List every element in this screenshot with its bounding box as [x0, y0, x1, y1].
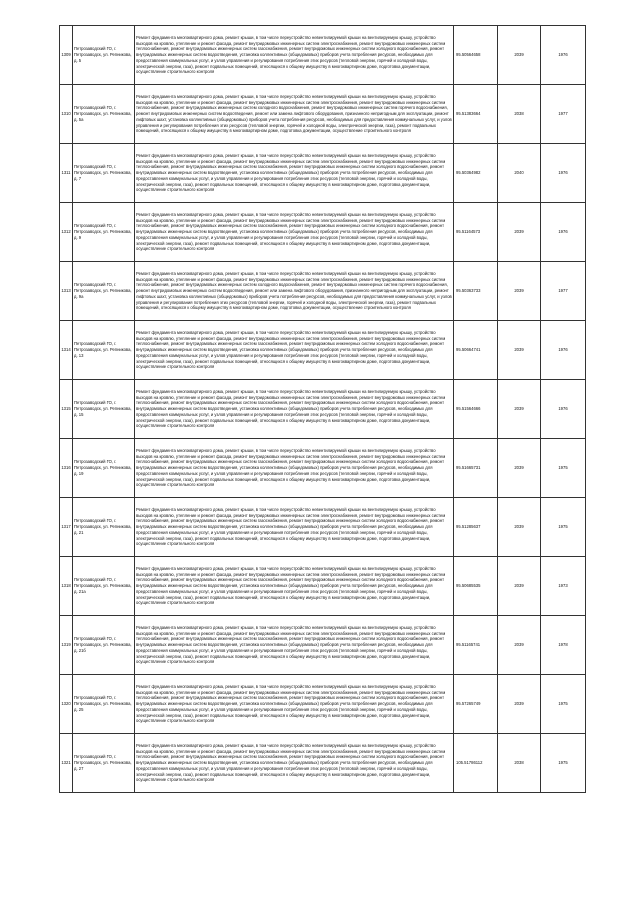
address-cell: Петрозаводский ГО, г. Петрозаводск, ул. Репникова, д. 21 [73, 498, 135, 557]
plan-year-cell: 2039 [498, 439, 541, 498]
works-cell: Ремонт фундамента многоквартирного дома, ремонт крыши, в том числе переустройство невентилируемой крыши на вентилируемую крышу, устройство выходов на кровлю, утепление и ремонт фасада, ремонт внутридомовых инженерных систем электроснабжения, ремонт внутридомовых инженерных систем теплоснабжения, ремонт внутридомовых инженерных систем газоснабжения, ремонт внутридомовых инженерных систем холодного водоснабжения, ремонт внутридомовых инженерных систем водоотведения, установка коллективных (общедомовых) приборов учета потребления ресурсов, необходимых для предоставления коммунальных услуг, и узлов управления и регулирования потребления этих ресурсов (тепловой энергии, горячей и холодной воды, электрической энергии, газа), ремонт подвальных помещений, относящихся к общему имуществу в многоквартирном доме, подготовка документации, осуществление строительного контроля [135, 498, 454, 557]
works-cell: Ремонт фундамента многоквартирного дома, ремонт крыши, в том числе переустройство невентилируемой крыши на вентилируемую крышу, устройство выходов на кровлю, утепление и ремонт фасада, ремонт внутридомовых инженерных систем электроснабжения, ремонт внутридомовых инженерных систем теплоснабжения, ремонт внутридомовых инженерных систем холодного водоснабжения, ремонт внутридомовых инженерных систем горячего водоснабжения, ремонт внутридомовых инженерных систем водоотведения, ремонт или замена лифтового оборудования, признанного непригодным для эксплуатации, ремонт лифтовых шахт, установка коллективных (общедомовых) приборов учета потребления ресурсов, необходимых для предоставления коммунальных услуг, и узлов управления и регулирования потребления этих ресурсов (тепловой энергии, горячей и холодной воды, электрической энергии, газа), ремонт подвальных помещений, относящихся к общему имуществу в многоквартирном доме, подготовка документации, осуществление строительного контроля [135, 262, 454, 321]
works-table-body [60, 26, 586, 793]
address-cell: Петрозаводский ГО, г. Петрозаводск, ул. Репникова, д. 19 [73, 439, 135, 498]
table-row [60, 439, 586, 498]
address-cell: Петрозаводский ГО, г. Петрозаводск, ул. Репникова, д. 5а [73, 85, 135, 144]
cost-cell: 95.50664741 [454, 321, 498, 380]
row-number: 1318 [60, 557, 73, 616]
plan-year-cell: 2039 [498, 203, 541, 262]
address-cell: Петрозаводский ГО, г. Петрозаводск, ул. Репникова, д. 27 [73, 734, 135, 793]
works-cell: Ремонт фундамента многоквартирного дома, ремонт крыши, в том числе переустройство невентилируемой крыши на вентилируемую крышу, устройство выходов на кровлю, утепление и ремонт фасада, ремонт внутридомовых инженерных систем электроснабжения, ремонт внутридомовых инженерных систем теплоснабжения, ремонт внутридомовых инженерных систем газоснабжения, ремонт внутридомовых инженерных систем холодного водоснабжения, ремонт внутридомовых инженерных систем водоотведения, установка коллективных (общедомовых) приборов учета потребления ресурсов, необходимых для предоставления коммунальных услуг, и узлов управления и регулирования потребления этих ресурсов (тепловой энергии, горячей и холодной воды, электрической энергии, газа), ремонт подвальных помещений, относящихся к общему имуществу в многоквартирном доме, подготовка документации, осуществление строительного контроля [135, 616, 454, 675]
cost-cell: 95.50685535 [454, 557, 498, 616]
table-row [60, 203, 586, 262]
works-cell: Ремонт фундамента многоквартирного дома, ремонт крыши, в том числе переустройство невентилируемой крыши на вентилируемую крышу, устройство выходов на кровлю, утепление и ремонт фасада, ремонт внутридомовых инженерных систем электроснабжения, ремонт внутридомовых инженерных систем теплоснабжения, ремонт внутридомовых инженерных систем холодного водоснабжения, ремонт внутридомовых инженерных систем горячего водоснабжения, ремонт внутридомовых инженерных систем водоотведения, ремонт или замена лифтового оборудования, признанного непригодным для эксплуатации, ремонт лифтовых шахт, установка коллективных (общедомовых) приборов учета потребления ресурсов, необходимых для предоставления коммунальных услуг, и узлов управления и регулирования потребления этих ресурсов (тепловой энергии, горячей и холодной воды, электрической энергии, газа), ремонт подвальных помещений, относящихся к общему имуществу в многоквартирном доме, подготовка документации, осуществление строительного контроля [135, 85, 454, 144]
row-number: 1310 [60, 85, 73, 144]
plan-year-cell: 2040 [498, 144, 541, 203]
table-row [60, 85, 586, 144]
plan-year-cell: 2039 [498, 26, 541, 85]
plan-year-cell: 2039 [498, 498, 541, 557]
row-number: 1309 [60, 26, 73, 85]
build-year-cell: 1977 [541, 262, 586, 321]
plan-year-cell: 2039 [498, 262, 541, 321]
address-cell: Петрозаводский ГО, г. Петрозаводск, ул. Репникова, д. 25 [73, 675, 135, 734]
plan-year-cell: 2039 [498, 675, 541, 734]
works-cell: Ремонт фундамента многоквартирного дома, ремонт крыши, в том числе переустройство невентилируемой крыши на вентилируемую крышу, устройство выходов на кровлю, утепление и ремонт фасада, ремонт внутридомовых инженерных систем электроснабжения, ремонт внутридомовых инженерных систем теплоснабжения, ремонт внутридомовых инженерных систем газоснабжения, ремонт внутридомовых инженерных систем холодного водоснабжения, ремонт внутридомовых инженерных систем водоотведения, установка коллективных (общедомовых) приборов учета потребления ресурсов, необходимых для предоставления коммунальных услуг, и узлов управления и регулирования потребления этих ресурсов (тепловой энергии, горячей и холодной воды, электрической энергии, газа), ремонт подвальных помещений, относящихся к общему имуществу в многоквартирном доме, подготовка документации, осуществление строительного контроля [135, 321, 454, 380]
build-year-cell: 1975 [541, 675, 586, 734]
cost-cell: 95.51285637 [454, 498, 498, 557]
address-cell: Петрозаводский ГО, г. Петрозаводск, ул. Репникова, д. 15 [73, 380, 135, 439]
table-row [60, 321, 586, 380]
cost-cell: 95.51383664 [454, 85, 498, 144]
table-row [60, 498, 586, 557]
works-cell: Ремонт фундамента многоквартирного дома, ремонт крыши, в том числе переустройство невентилируемой крыши на вентилируемую крышу, устройство выходов на кровлю, утепление и ремонт фасада, ремонт внутридомовых инженерных систем электроснабжения, ремонт внутридомовых инженерных систем теплоснабжения, ремонт внутридомовых инженерных систем газоснабжения, ремонт внутридомовых инженерных систем холодного водоснабжения, ремонт внутридомовых инженерных систем водоотведения, установка коллективных (общедомовых) приборов учета потребления ресурсов, необходимых для предоставления коммунальных услуг, и узлов управления и регулирования потребления этих ресурсов (тепловой энергии, горячей и холодной воды, электрической энергии, газа), ремонт подвальных помещений, относящихся к общему имуществу в многоквартирном доме, подготовка документации, осуществление строительного контроля [135, 203, 454, 262]
works-cell: Ремонт фундамента многоквартирного дома, ремонт крыши, в том числе переустройство невентилируемой крыши на вентилируемую крышу, устройство выходов на кровлю, утепление и ремонт фасада, ремонт внутридомовых инженерных систем электроснабжения, ремонт внутридомовых инженерных систем теплоснабжения, ремонт внутридомовых инженерных систем газоснабжения, ремонт внутридомовых инженерных систем холодного водоснабжения, ремонт внутридомовых инженерных систем водоотведения, установка коллективных (общедомовых) приборов учета потребления ресурсов, необходимых для предоставления коммунальных услуг, и узлов управления и регулирования потребления этих ресурсов (тепловой энергии, горячей и холодной воды, электрической энергии, газа), ремонт подвальных помещений, относящихся к общему имуществу в многоквартирном доме, подготовка документации, осуществление строительного контроля [135, 734, 454, 793]
works-cell: Ремонт фундамента многоквартирного дома, ремонт крыши, в том числе переустройство невентилируемой крыши на вентилируемую крышу, устройство выходов на кровлю, утепление и ремонт фасада, ремонт внутридомовых инженерных систем электроснабжения, ремонт внутридомовых инженерных систем теплоснабжения, ремонт внутридомовых инженерных систем газоснабжения, ремонт внутридомовых инженерных систем холодного водоснабжения, ремонт внутридомовых инженерных систем водоотведения, установка коллективных (общедомовых) приборов учета потребления ресурсов, необходимых для предоставления коммунальных услуг, и узлов управления и регулирования потребления этих ресурсов (тепловой энергии, горячей и холодной воды, электрической энергии, газа), ремонт подвальных помещений, относящихся к общему имуществу в многоквартирном доме, подготовка документации, осуществление строительного контроля [135, 675, 454, 734]
row-number: 1319 [60, 616, 73, 675]
works-cell: Ремонт фундамента многоквартирного дома, ремонт крыши, в том числе переустройство невентилируемой крыши на вентилируемую крышу, устройство выходов на кровлю, утепление и ремонт фасада, ремонт внутридомовых инженерных систем электроснабжения, ремонт внутридомовых инженерных систем теплоснабжения, ремонт внутридомовых инженерных систем газоснабжения, ремонт внутридомовых инженерных систем холодного водоснабжения, ремонт внутридомовых инженерных систем водоотведения, установка коллективных (общедомовых) приборов учета потребления ресурсов, необходимых для предоставления коммунальных услуг, и узлов управления и регулирования потребления этих ресурсов (тепловой энергии, горячей и холодной воды, электрической энергии, газа), ремонт подвальных помещений, относящихся к общему имуществу в многоквартирном доме, подготовка документации, осуществление строительного контроля [135, 144, 454, 203]
plan-year-cell: 2039 [498, 616, 541, 675]
build-year-cell: 1976 [541, 380, 586, 439]
cost-cell: 95.50363733 [454, 262, 498, 321]
cost-cell: 95.51165741 [454, 616, 498, 675]
table-row [60, 734, 586, 793]
row-number: 1314 [60, 321, 73, 380]
build-year-cell: 1977 [541, 85, 586, 144]
build-year-cell: 1976 [541, 321, 586, 380]
address-cell: Петрозаводский ГО, г. Петрозаводск, ул. Репникова, д. 9 [73, 203, 135, 262]
works-cell: Ремонт фундамента многоквартирного дома, ремонт крыши, в том числе переустройство невентилируемой крыши на вентилируемую крышу, устройство выходов на кровлю, утепление и ремонт фасада, ремонт внутридомовых инженерных систем электроснабжения, ремонт внутридомовых инженерных систем теплоснабжения, ремонт внутридомовых инженерных систем газоснабжения, ремонт внутридомовых инженерных систем холодного водоснабжения, ремонт внутридомовых инженерных систем водоотведения, установка коллективных (общедомовых) приборов учета потребления ресурсов, необходимых для предоставления коммунальных услуг, и узлов управления и регулирования потребления этих ресурсов (тепловой энергии, горячей и холодной воды, электрической энергии, газа), ремонт подвальных помещений, относящихся к общему имуществу в многоквартирном доме, подготовка документации, осуществление строительного контроля [135, 439, 454, 498]
cost-cell: 95.57265749 [454, 675, 498, 734]
build-year-cell: 1975 [541, 439, 586, 498]
cost-cell: 95.51665731 [454, 439, 498, 498]
plan-year-cell: 2038 [498, 734, 541, 793]
row-number: 1315 [60, 380, 73, 439]
address-cell: Петрозаводский ГО, г. Петрозаводск, ул. Репникова, д. 7 [73, 144, 135, 203]
table-row [60, 144, 586, 203]
row-number: 1313 [60, 262, 73, 321]
build-year-cell: 1978 [541, 616, 586, 675]
build-year-cell: 1975 [541, 498, 586, 557]
table-row [60, 675, 586, 734]
table-row [60, 26, 586, 85]
row-number: 1320 [60, 675, 73, 734]
address-cell: Петрозаводский ГО, г. Петрозаводск, ул. Репникова, д. 5 [73, 26, 135, 85]
row-number: 1312 [60, 203, 73, 262]
cost-cell: 95.51564666 [454, 380, 498, 439]
table-row [60, 262, 586, 321]
table-row [60, 557, 586, 616]
build-year-cell: 1976 [541, 203, 586, 262]
cost-cell: 95.50564658 [454, 26, 498, 85]
build-year-cell: 1976 [541, 144, 586, 203]
plan-year-cell: 2039 [498, 557, 541, 616]
address-cell: Петрозаводский ГО, г. Петрозаводск, ул. Репникова, д. 21б [73, 616, 135, 675]
build-year-cell: 1976 [541, 26, 586, 85]
works-cell: Ремонт фундамента многоквартирного дома, ремонт крыши, в том числе переустройство невентилируемой крыши на вентилируемую крышу, устройство выходов на кровлю, утепление и ремонт фасада, ремонт внутридомовых инженерных систем электроснабжения, ремонт внутридомовых инженерных систем теплоснабжения, ремонт внутридомовых инженерных систем газоснабжения, ремонт внутридомовых инженерных систем холодного водоснабжения, ремонт внутридомовых инженерных систем водоотведения, установка коллективных (общедомовых) приборов учета потребления ресурсов, необходимых для предоставления коммунальных услуг, и узлов управления и регулирования потребления этих ресурсов (тепловой энергии, горячей и холодной воды, электрической энергии, газа), ремонт подвальных помещений, относящихся к общему имуществу в многоквартирном доме, подготовка документации, осуществление строительного контроля [135, 557, 454, 616]
plan-year-cell: 2038 [498, 85, 541, 144]
works-cell: Ремонт фундамента многоквартирного дома, ремонт крыши, в том числе переустройство невентилируемой крыши на вентилируемую крышу, устройство выходов на кровлю, утепление и ремонт фасада, ремонт внутридомовых инженерных систем электроснабжения, ремонт внутридомовых инженерных систем теплоснабжения, ремонт внутридомовых инженерных систем газоснабжения, ремонт внутридомовых инженерных систем холодного водоснабжения, ремонт внутридомовых инженерных систем водоотведения, установка коллективных (общедомовых) приборов учета потребления ресурсов, необходимых для предоставления коммунальных услуг, и узлов управления и регулирования потребления этих ресурсов (тепловой энергии, горячей и холодной воды, электрической энергии, газа), ремонт подвальных помещений, относящихся к общему имуществу в многоквартирном доме, подготовка документации, осуществление строительного контроля [135, 26, 454, 85]
address-cell: Петрозаводский ГО, г. Петрозаводск, ул. Репникова, д. 9а [73, 262, 135, 321]
row-number: 1321 [60, 734, 73, 793]
plan-year-cell: 2039 [498, 380, 541, 439]
cost-cell: 105.51786112 [454, 734, 498, 793]
table-row [60, 616, 586, 675]
build-year-cell: 1973 [541, 557, 586, 616]
address-cell: Петрозаводский ГО, г. Петрозаводск, ул. Репникова, д. 13 [73, 321, 135, 380]
cost-cell: 95.51164573 [454, 203, 498, 262]
row-number: 1317 [60, 498, 73, 557]
works-table [59, 25, 586, 793]
works-cell: Ремонт фундамента многоквартирного дома, ремонт крыши, в том числе переустройство невентилируемой крыши на вентилируемую крышу, устройство выходов на кровлю, утепление и ремонт фасада, ремонт внутридомовых инженерных систем электроснабжения, ремонт внутридомовых инженерных систем теплоснабжения, ремонт внутридомовых инженерных систем газоснабжения, ремонт внутридомовых инженерных систем холодного водоснабжения, ремонт внутридомовых инженерных систем водоотведения, установка коллективных (общедомовых) приборов учета потребления ресурсов, необходимых для предоставления коммунальных услуг, и узлов управления и регулирования потребления этих ресурсов (тепловой энергии, горячей и холодной воды, электрической энергии, газа), ремонт подвальных помещений, относящихся к общему имуществу в многоквартирном доме, подготовка документации, осуществление строительного контроля [135, 380, 454, 439]
table-row [60, 380, 586, 439]
build-year-cell: 1975 [541, 734, 586, 793]
row-number: 1316 [60, 439, 73, 498]
address-cell: Петрозаводский ГО, г. Петрозаводск, ул. Репникова, д. 21а [73, 557, 135, 616]
row-number: 1311 [60, 144, 73, 203]
cost-cell: 95.50364982 [454, 144, 498, 203]
plan-year-cell: 2039 [498, 321, 541, 380]
